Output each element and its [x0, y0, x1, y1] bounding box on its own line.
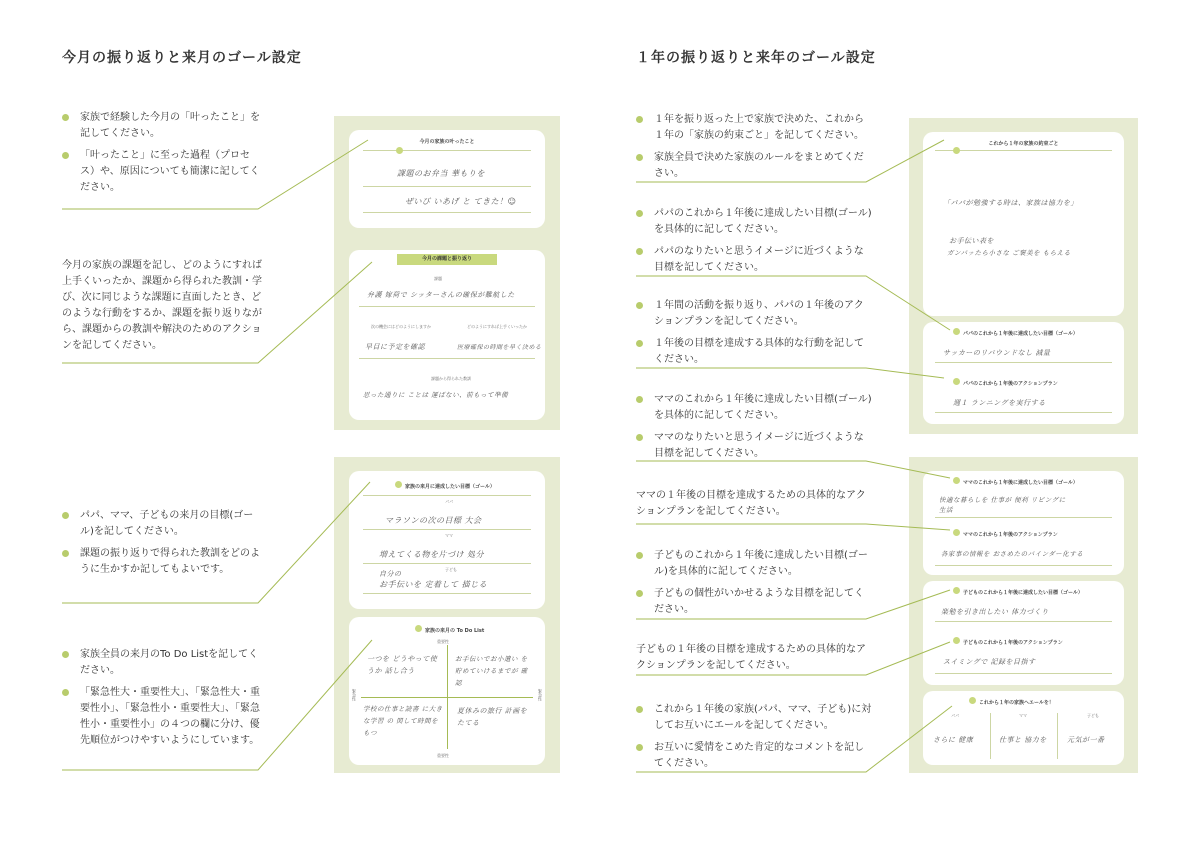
- note-bullet: パパのこれから１年後に達成したい目標(ゴール)を具体的に記してください。: [636, 206, 872, 238]
- flower-icon: [396, 147, 403, 154]
- right-note-6: [636, 548, 872, 624]
- section-label: どのようにすれば上手くいったか: [467, 324, 527, 329]
- flower-icon: [395, 481, 402, 488]
- divider: [359, 358, 535, 359]
- flower-icon: [953, 637, 960, 644]
- handwriting: 弁護 嫁荷で シッターさんの確保が難航した: [367, 291, 515, 299]
- right-note-2: [636, 206, 872, 282]
- divider: [935, 362, 1112, 363]
- handwriting: 課題のお弁当 華もりを: [397, 169, 486, 178]
- role-label: パパ: [951, 713, 959, 718]
- todo-q3: 学校の仕事と読書 に大きな学習 の 関して時間をもつ: [363, 705, 443, 737]
- note-bullet: これから１年後の家族(パパ、ママ、子ども)に対してお互いにエールを記してください。: [636, 702, 872, 734]
- left-panel-top: [334, 116, 560, 430]
- left-note-4: [62, 647, 262, 755]
- todo-q1: 一つを どうやって使うか 話し合う: [367, 655, 438, 675]
- todo-card: [349, 617, 545, 765]
- handwriting: 週１ ランニングを実行する: [953, 399, 1046, 407]
- handwriting: 自分の: [379, 570, 402, 578]
- axis-label-top: 重要性: [437, 639, 449, 644]
- section-label: 次の機会にはどのようにしますか: [371, 324, 431, 329]
- card-title: これから１年の家族へエールを！: [979, 700, 1054, 706]
- monthly-goal-card: [349, 471, 545, 609]
- left-panel-bottom: [334, 457, 560, 773]
- left-page-title: 今月の振り返りと来月のゴール設定: [62, 50, 302, 66]
- axis-label-right: 緊急性: [538, 689, 543, 701]
- divider: [935, 565, 1112, 566]
- card-title: ママのこれから１年後のアクションプラン: [963, 532, 1058, 538]
- handwriting: ガンバッたら小さな ご褒美を もらえる: [947, 249, 1071, 257]
- role-label: ママ: [1019, 713, 1027, 718]
- handwriting: 早目に予定を確認: [365, 343, 425, 351]
- cheer-card: [923, 691, 1124, 765]
- divider: [363, 186, 531, 187]
- right-panel-bottom: [909, 457, 1138, 773]
- role-label: ママ: [445, 533, 453, 538]
- handwriting: 楽勉を引き出したい 体力づくり: [941, 608, 1049, 616]
- handwriting: さらに 健康: [933, 736, 974, 744]
- card-title: 今月の家族の叶ったこと: [419, 139, 475, 145]
- note-bullet: 子どものこれから１年後に達成したい目標(ゴール)を具体的に記してください。: [636, 548, 872, 580]
- note-bullet: １年後の目標を達成する具体的な行動を記してください。: [636, 336, 872, 368]
- left-note-2: 今月の家族の課題を記し、どのようにすれば上手くいったか、課題から得られた教訓・学び、次に同じような課題に直面したとき、どのような行動をするか、課題を振り返りながら、課題からの教訓や解決のためのアクションを記してください。: [62, 260, 262, 351]
- note-bullet: 「叶ったこと」に至った過程（プロセス）や、原因についても簡潔に記してください。: [62, 148, 262, 196]
- right-note-3: [636, 298, 872, 374]
- flower-icon: [415, 625, 422, 632]
- divider: [1057, 713, 1058, 759]
- card-title: ママのこれから１年後に達成したい目標（ゴール）: [963, 480, 1078, 486]
- card-title: 家族の来月に達成したい目標（ゴール）: [405, 484, 495, 490]
- role-label: 子ども: [1087, 713, 1099, 718]
- card-title: 子どものこれから１年後に達成したい目標（ゴール）: [963, 590, 1083, 596]
- flower-icon: [953, 529, 960, 536]
- todo-q4: 夏休みの旅行 計画をたてる: [457, 707, 528, 727]
- reflection-card: [349, 250, 545, 420]
- axis-horizontal: [361, 697, 533, 698]
- handwriting: 医療確保の時間を早く決める: [457, 344, 542, 351]
- divider: [359, 306, 535, 307]
- note-bullet: ママのなりたいと思うイメージに近づくような目標を記してください。: [636, 430, 872, 462]
- left-note-1: [62, 110, 262, 202]
- card-title: パパのこれから１年後のアクションプラン: [963, 381, 1058, 387]
- flower-icon: [953, 587, 960, 594]
- divider: [935, 150, 1112, 151]
- right-note-7: 子どもの１年後の目標を達成するための具体的なアクションプランを記してください。: [636, 644, 866, 671]
- section-label: 課題: [434, 276, 442, 281]
- handwriting: ぜいび いあげ と てきた！☺: [405, 197, 517, 206]
- papa-goal-card: [923, 322, 1124, 424]
- card-title: これから１年の家族の約束ごと: [988, 141, 1059, 147]
- divider: [363, 495, 531, 496]
- right-note-8: [636, 702, 872, 778]
- card-title: パパのこれから１年後に達成したい目標（ゴール）: [963, 331, 1078, 337]
- handwriting: 「パパが勉強する時は、家族は協力を」: [943, 199, 1078, 207]
- divider: [363, 150, 531, 151]
- handwriting: お手伝いを 定着して 描じる: [379, 580, 488, 589]
- note-bullet: 家族全員で決めた家族のルールをまとめてください。: [636, 150, 872, 182]
- handwriting: 思った通りに ことは 運ばない、前もって準備: [363, 391, 509, 399]
- axis-label-bottom: 重要性: [437, 753, 449, 758]
- right-note-1: [636, 112, 872, 188]
- right-page-title: １年の振り返りと来年のゴール設定: [636, 50, 876, 66]
- note-bullet: お互いに愛情をこめた肯定的なコメントを記してください。: [636, 740, 872, 772]
- handwriting: スイミングで 記録を目指す: [943, 658, 1036, 666]
- note-bullet: パパのなりたいと思うイメージに近づくような目標を記してください。: [636, 244, 872, 276]
- todo-q2: お手伝いでお小遣い を 貯めていけるまでが 確認: [455, 655, 528, 687]
- note-bullet: パパ、ママ、子どもの来月の目標(ゴール)を記してください。: [62, 508, 262, 540]
- section-label: 課題から得られた教訓: [431, 376, 471, 381]
- axis-label-left: 緊急性: [352, 689, 357, 701]
- handwriting: 仕事と 協力を: [999, 736, 1047, 744]
- role-label: パパ: [445, 499, 453, 504]
- note-bullet: 「緊急性大・重要性大」、「緊急性大・重要性小」、「緊急性小・重要性大」、「緊急性小・重要性小」の４つの欄に分け、優先順位がつけやすいようにしています。: [62, 685, 262, 749]
- left-note-3: [62, 508, 262, 584]
- family-promise-card: [923, 132, 1124, 316]
- ribbon-title: 今月の課題と振り返り: [397, 254, 497, 265]
- note-bullet: ママのこれから１年後に達成したい目標(ゴール)を具体的に記してください。: [636, 392, 872, 424]
- handwriting: 快適な暮らしを 仕事が 便利 リビングに: [939, 496, 1066, 504]
- flower-icon: [953, 147, 960, 154]
- flower-icon: [953, 378, 960, 385]
- divider: [363, 563, 531, 564]
- flower-icon: [969, 697, 976, 704]
- handwriting: 各家事の情報を おさめたのバインダー化する: [941, 550, 1084, 558]
- card-title: 家族の来月の To Do List: [425, 628, 485, 634]
- card-title: 子どものこれから１年後のアクションプラン: [963, 640, 1063, 646]
- note-bullet: 課題の振り返りで得られた教訓をどのように生かすか記してもよいです。: [62, 546, 262, 578]
- handwriting: サッカーのリバウンドなし 減量: [943, 349, 1051, 357]
- note-bullet: １年を振り返った上で家族で決めた、これから１年の「家族の約束ごと」を記してください。: [636, 112, 872, 144]
- divider: [935, 673, 1112, 674]
- right-note-4: [636, 392, 872, 468]
- note-bullet: 家族で経験した今月の「叶ったこと」を記してください。: [62, 110, 262, 142]
- divider: [935, 517, 1112, 518]
- right-note-5: ママの１年後の目標を達成するための具体的なアクションプランを記してください。: [636, 490, 866, 517]
- divider: [363, 529, 531, 530]
- note-bullet: 家族全員の来月のTo Do Listを記してください。: [62, 647, 262, 679]
- divider: [935, 412, 1112, 413]
- note-bullet: １年間の活動を振り返り、パパの１年後のアクションプランを記してください。: [636, 298, 872, 330]
- achievement-card: [349, 130, 545, 228]
- role-label: 子ども: [445, 567, 457, 572]
- handwriting: 増えてくる物を片づけ 処分: [379, 550, 485, 559]
- handwriting: マラソンの次の目標 大会: [385, 516, 482, 525]
- note-bullet: 子どもの個性がいかせるような目標を記してください。: [636, 586, 872, 618]
- mama-goal-card: [923, 471, 1124, 575]
- divider: [935, 621, 1112, 622]
- handwriting: 生活: [939, 506, 953, 514]
- right-panel-top: [909, 118, 1138, 434]
- divider: [990, 713, 991, 759]
- handwriting: お手伝い表を: [949, 237, 994, 245]
- divider: [363, 593, 531, 594]
- divider: [363, 212, 531, 213]
- flower-icon: [953, 328, 960, 335]
- handwriting: 元気が一番: [1067, 736, 1105, 744]
- flower-icon: [953, 477, 960, 484]
- child-goal-card: [923, 581, 1124, 685]
